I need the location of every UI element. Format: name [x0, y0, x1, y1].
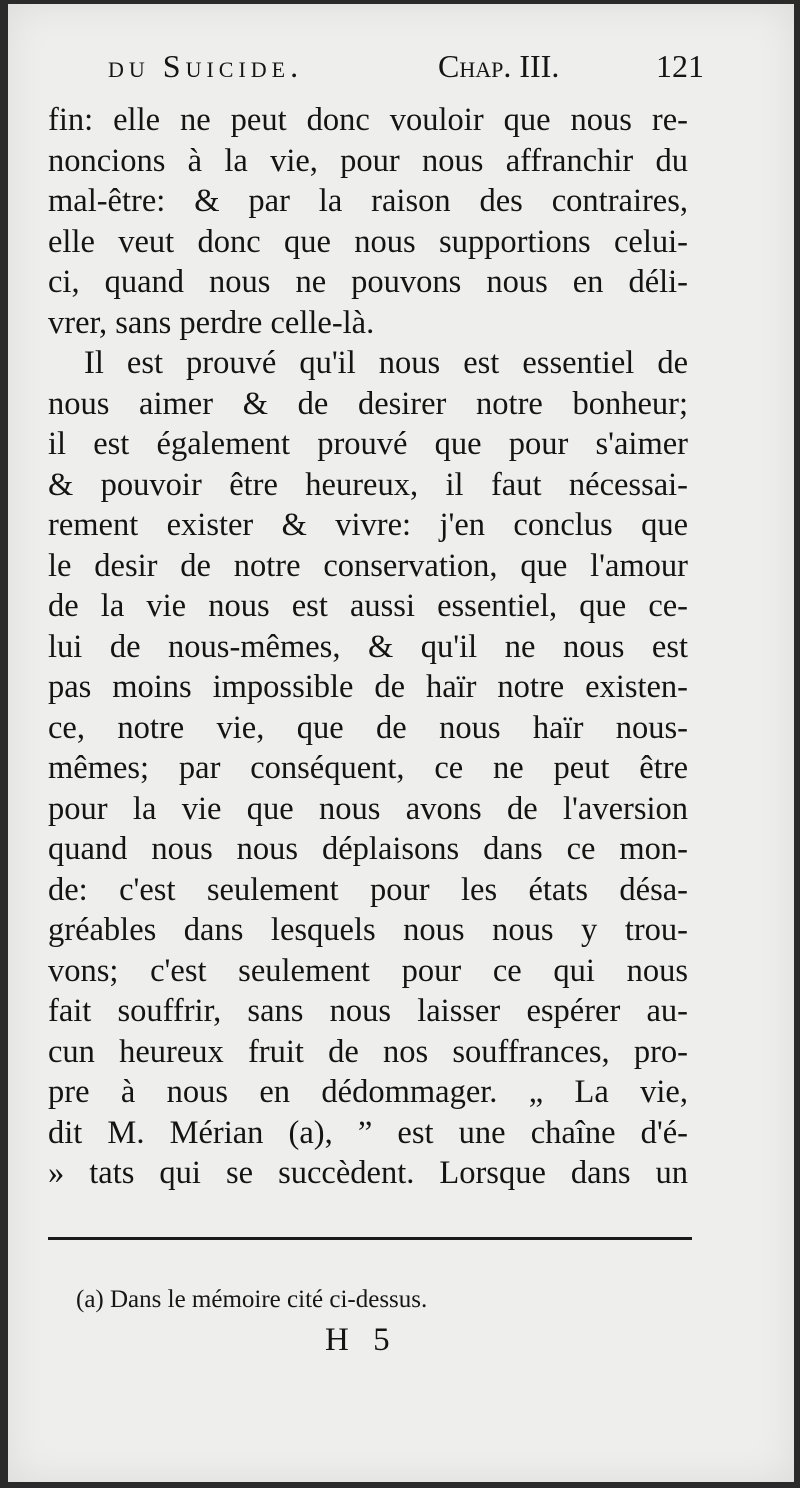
- text-line: cun heureux fruit de nos souffrances, pro-: [48, 1033, 688, 1070]
- chapter-label: Chap. III.: [438, 48, 560, 84]
- text-line: il est également prouvé que pour s'aimer: [48, 426, 688, 462]
- text-line: fait souffrir, sans nous laisser espérer au-: [48, 993, 688, 1029]
- text-line: gréables dans lesquels nous nous y trou-: [48, 912, 688, 948]
- footnote: (a) Dans le mémoire cité ci-dessus.: [76, 1286, 428, 1313]
- text-line: fin: elle ne peut donc vouloir que nous re-: [48, 102, 688, 138]
- text-line: ce, notre vie, que de nous haïr nous-: [48, 709, 688, 746]
- text-line: » tats qui se succèdent. Lorsque dans un: [48, 1155, 688, 1191]
- text-line: ci, quand nous ne pouvons nous en déli-: [48, 264, 688, 300]
- page-header: [108, 48, 704, 98]
- text-line: rement exister & vivre: j'en conclus que: [48, 507, 688, 543]
- text-line: nous aimer & de desirer notre bonheur;: [48, 385, 688, 422]
- text-line: Il est prouvé qu'il nous est essentiel de: [84, 345, 688, 381]
- text-line: de la vie nous est aussi essentiel, que ce-: [48, 588, 688, 624]
- text-line: pas moins impossible de haïr notre existen-: [48, 669, 688, 705]
- text-line: vons; c'est seulement pour ce qui nous: [48, 952, 688, 989]
- text-line: quand nous nous déplaisons dans ce mon-: [48, 831, 688, 867]
- footnote-divider: [48, 1237, 692, 1240]
- text-line: mal-être: & par la raison des contraires,: [48, 183, 688, 219]
- text-line: lui de nous-mêmes, & qu'il ne nous est: [48, 628, 688, 665]
- text-line: & pouvoir être heureux, il faut nécessai-: [48, 466, 688, 503]
- text-line: vrer, sans perdre celle-là.: [48, 304, 375, 341]
- text-line: pre à nous en dédommager. „ La vie,: [48, 1074, 688, 1110]
- text-line: de: c'est seulement pour les états désa-: [48, 871, 688, 908]
- text-line: pour la vie que nous avons de l'aversion: [48, 790, 688, 827]
- running-title: du Suicide.: [108, 48, 304, 84]
- text-line: mêmes; par conséquent, ce ne peut être: [48, 750, 688, 786]
- text-line: elle veut donc que nous supportions celui-: [48, 223, 688, 260]
- text-line: dit M. Mérian (a), ” est une chaîne d'é-: [48, 1114, 688, 1151]
- text-line: noncions à la vie, pour nous affranchir du: [48, 142, 688, 179]
- signature-mark: H 5: [325, 1322, 398, 1358]
- page-number: 121: [656, 48, 704, 84]
- body-text: [48, 100, 688, 1194]
- text-line: le desir de notre conservation, que l'amour: [48, 547, 688, 584]
